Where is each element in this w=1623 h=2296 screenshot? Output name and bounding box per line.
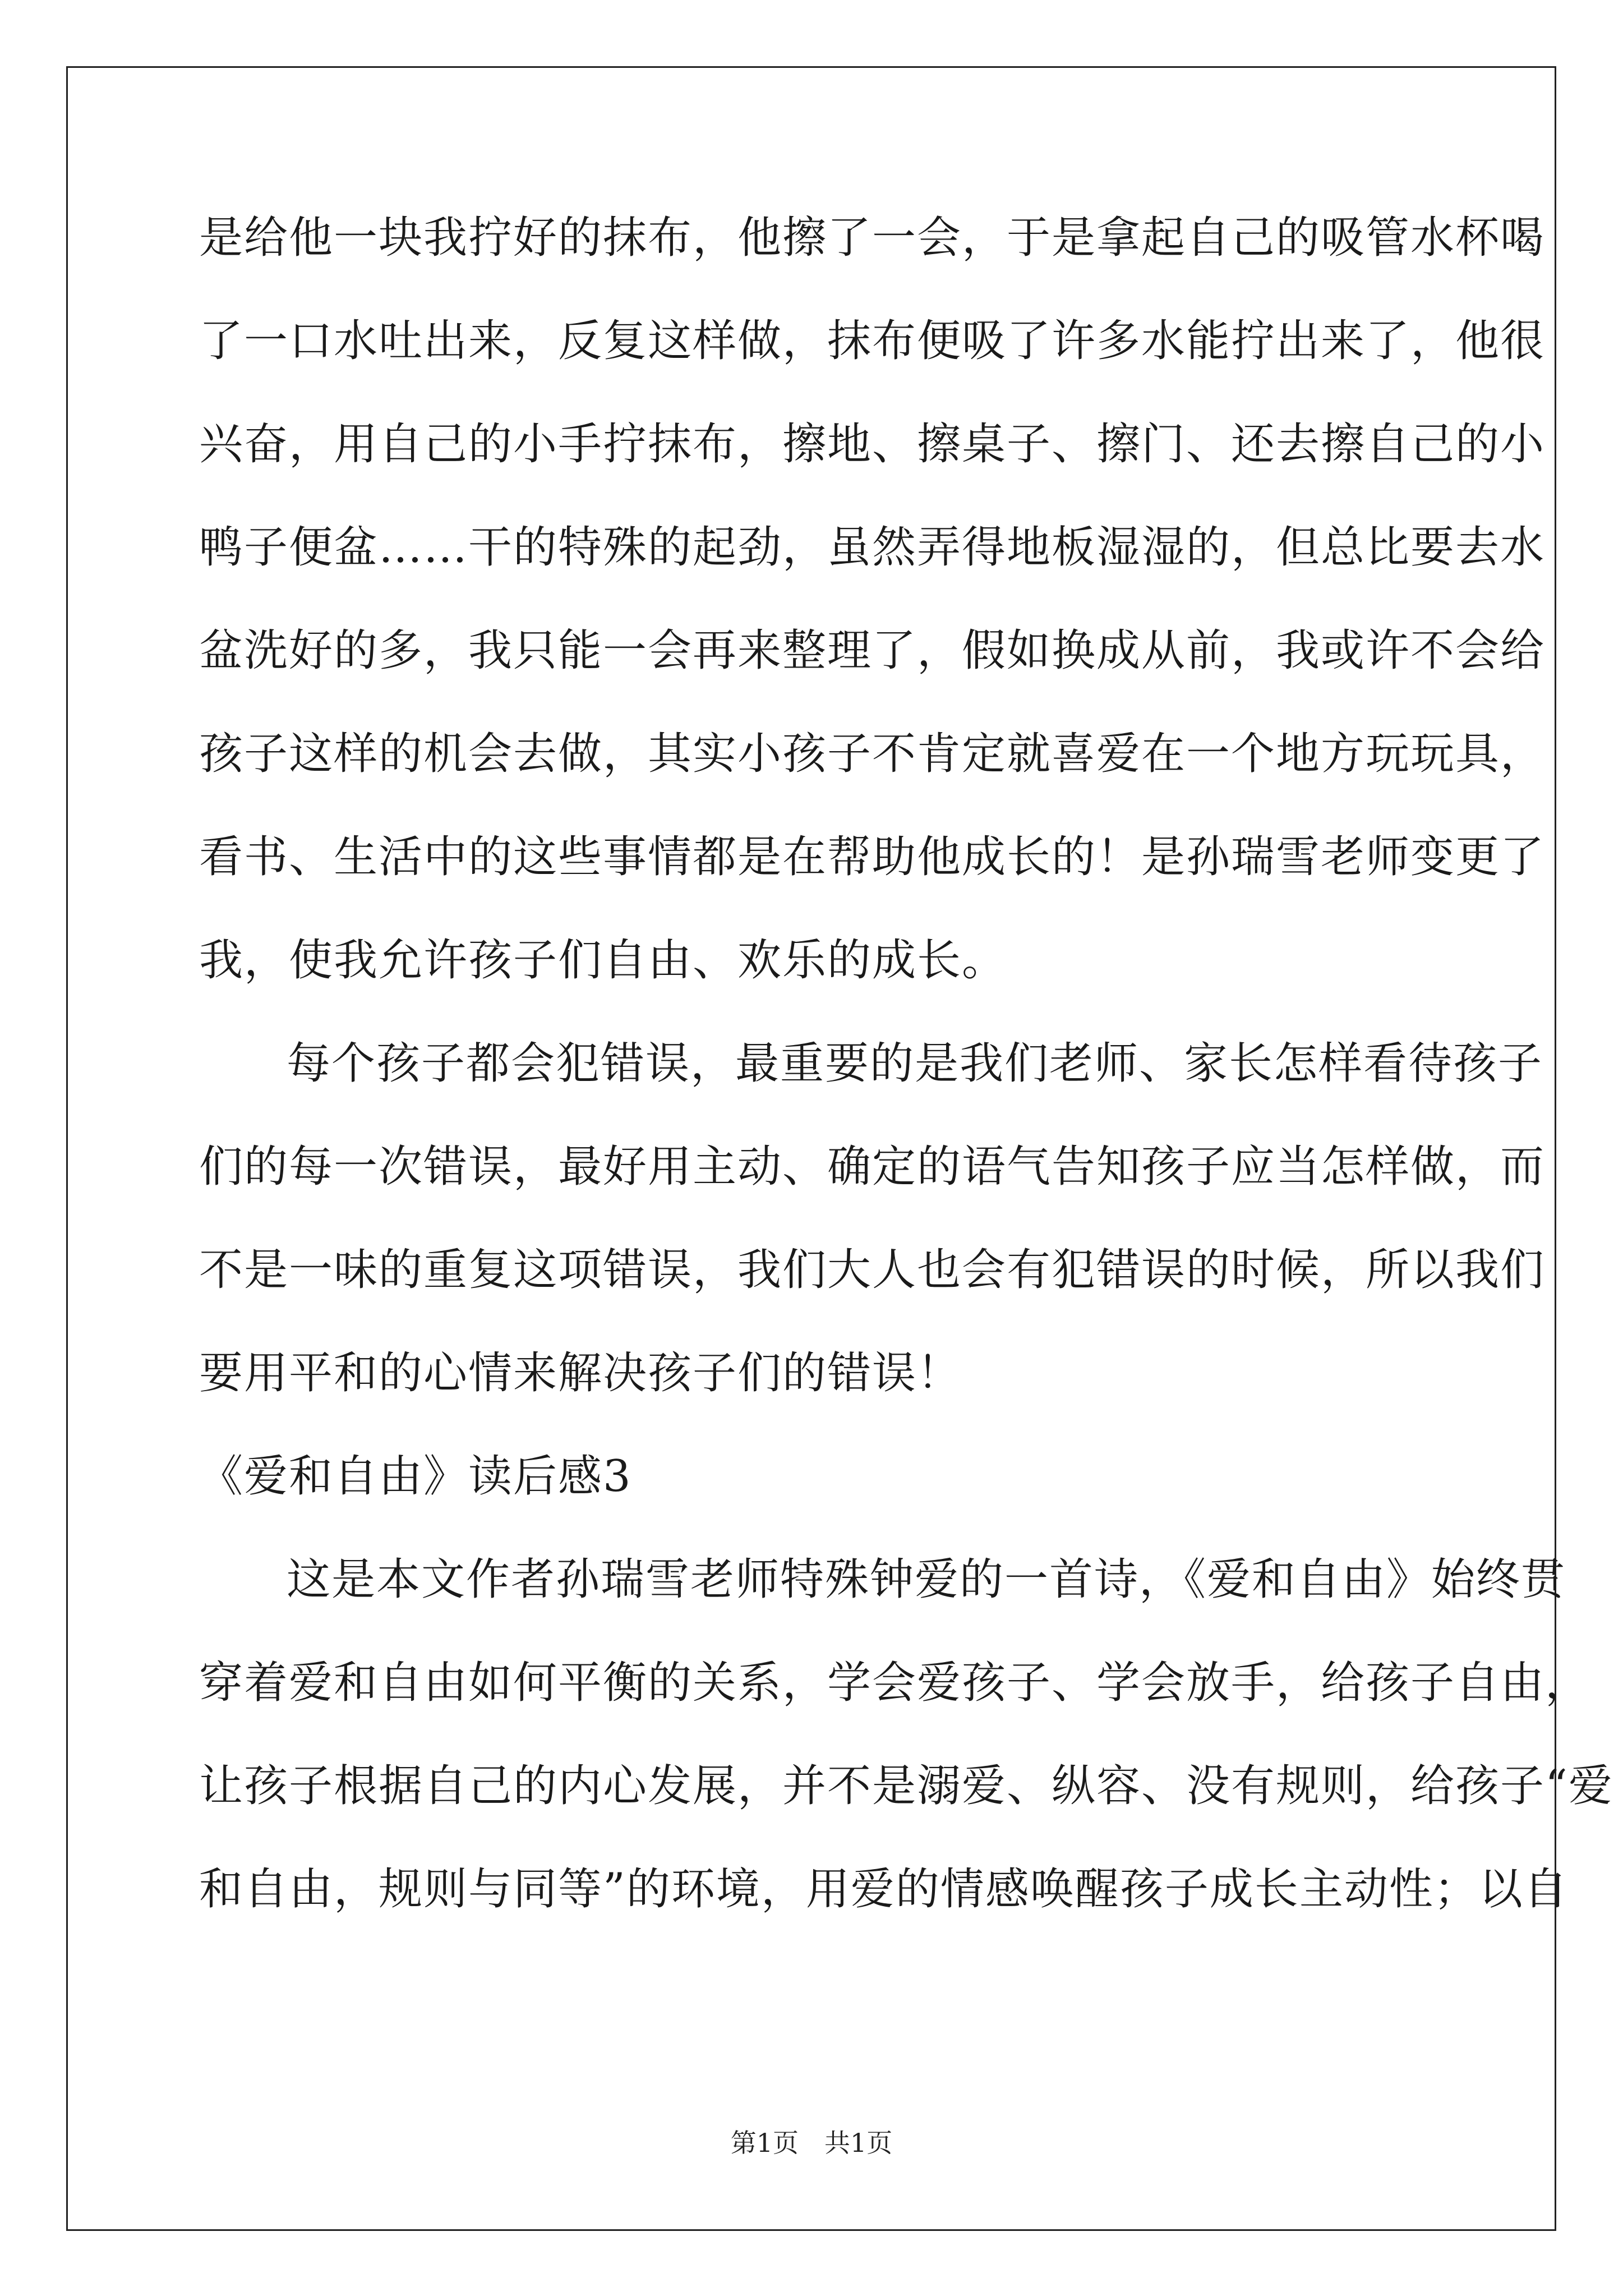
text-line: 每个孩子都会犯错误，最重要的是我们老师、家长怎样看待孩子: [287, 1038, 1543, 1089]
text-line: 兴奋，用自己的小手拧抹布，擦地、擦桌子、擦门、还去擦自己的小: [199, 419, 1546, 470]
text-line: 们的每一次错误，最好用主动、确定的语气告知孩子应当怎样做，而: [199, 1142, 1546, 1192]
text-line: 看书、生活中的这些事情都是在帮助他成长的！是孙瑞雪老师变更了: [199, 832, 1546, 882]
text-line: 我，使我允许孩子们自由、欢乐的成长。: [199, 935, 1007, 986]
section-heading: 《爱和自由》读后感3: [199, 1451, 632, 1502]
text-line: 和自由，规则与同等”的环境，用爱的情感唤醒孩子成长主动性；以自: [199, 1864, 1569, 1915]
text-line: 不是一味的重复这项错误，我们大人也会有犯错误的时候，所以我们: [199, 1245, 1546, 1295]
text-line: 让孩子根据自己的内心发展，并不是溺爱、纵容、没有规则，给孩子“爱: [199, 1761, 1613, 1811]
text-line: 鸭子便盆……干的特殊的起劲，虽然弄得地板湿湿的，但总比要去水: [199, 522, 1546, 573]
text-line: 要用平和的心情来解决孩子们的错误！: [199, 1348, 962, 1398]
text-line: 是给他一块我拧好的抹布，他擦了一会，于是拿起自己的吸管水杯喝: [199, 213, 1546, 263]
page-footer: 第1页 共1页: [730, 2128, 893, 2158]
text-line: 盆洗好的多，我只能一会再来整理了，假如换成从前，我或许不会给: [199, 625, 1546, 676]
document-body: [199, 213, 1613, 1968]
text-line: 这是本文作者孙瑞雪老师特殊钟爱的一首诗，《爱和自由》始终贯: [287, 1554, 1566, 1605]
text-line: 穿着爱和自由如何平衡的关系，学会爱孩子、学会放手，给孩子自由，: [199, 1658, 1590, 1708]
text-line: 了一口水吐出来，反复这样做，抹布便吸了许多水能拧出来了，他很: [199, 316, 1546, 366]
text-line: 孩子这样的机会去做，其实小孩子不肯定就喜爱在一个地方玩玩具，: [199, 729, 1546, 779]
